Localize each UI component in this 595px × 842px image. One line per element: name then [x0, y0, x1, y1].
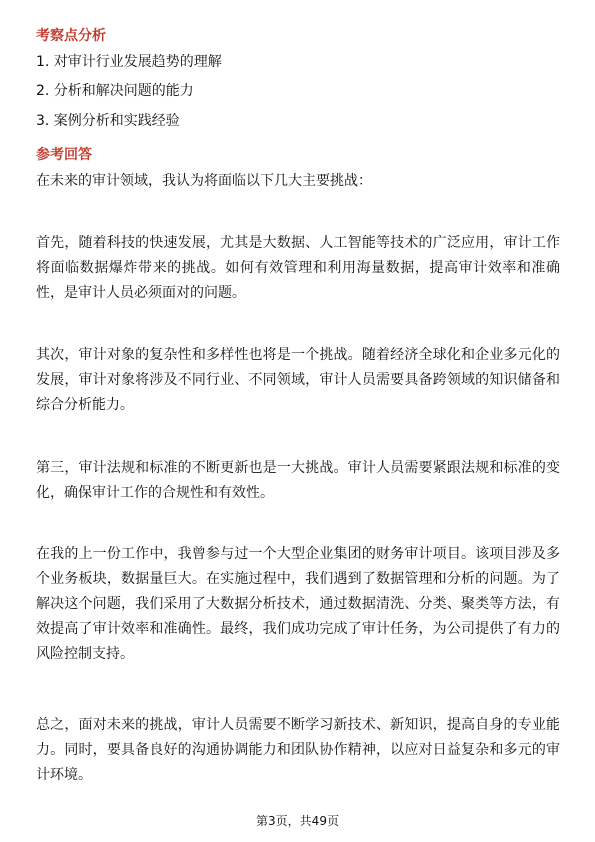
list-item: 3. 案例分析和实践经验 [36, 113, 180, 129]
list-item: 2. 分析和解决问题的能力 [36, 83, 194, 99]
page-number: 第3页，共49页 [256, 814, 339, 828]
answer-paragraph: 总之，面对未来的挑战，审计人员需要不断学习新技术、新知识，提高自身的专业能力。同时，要具备良好的沟通协调能力和团队协作精神，以应对日益复杂和多元的审计环境。 [36, 717, 560, 783]
section-title-answer: 参考回答 [36, 147, 92, 163]
answer-paragraph: 其次，审计对象的复杂性和多样性也将是一个挑战。随着经济全球化和企业多元化的发展，审计对象将涉及不同行业、不同领域，审计人员需要具备跨领域的知识储备和综合分析能力。 [36, 347, 560, 413]
section-title-analysis: 考察点分析 [36, 28, 106, 44]
answer-paragraph: 在未来的审计领域，我认为将面临以下几大主要挑战： [36, 173, 372, 189]
list-item: 1. 对审计行业发展趋势的理解 [36, 54, 222, 70]
answer-paragraph: 首先，随着科技的快速发展，尤其是大数据、人工智能等技术的广泛应用，审计工作将面临数据爆炸带来的挑战。如何有效管理和利用海量数据，提高审计效率和准确性，是审计人员必须面对的问题。 [36, 235, 560, 301]
answer-paragraph: 在我的上一份工作中，我曾参与过一个大型企业集团的财务审计项目。该项目涉及多个业务板块，数据量巨大。在实施过程中，我们遇到了数据管理和分析的问题。为了解决这个问题，我们采用了大数据分析技术，通过数据清洗、分类、聚类等方法，有效提高了审计效率和准确性。最终，我们成功完成了审计任务，为公司提供了有力的风险控制支持。 [36, 546, 560, 662]
answer-paragraph: 第三，审计法规和标准的不断更新也是一大挑战。审计人员需要紧跟法规和标准的变化，确保审计工作的合规性和有效性。 [36, 460, 560, 501]
